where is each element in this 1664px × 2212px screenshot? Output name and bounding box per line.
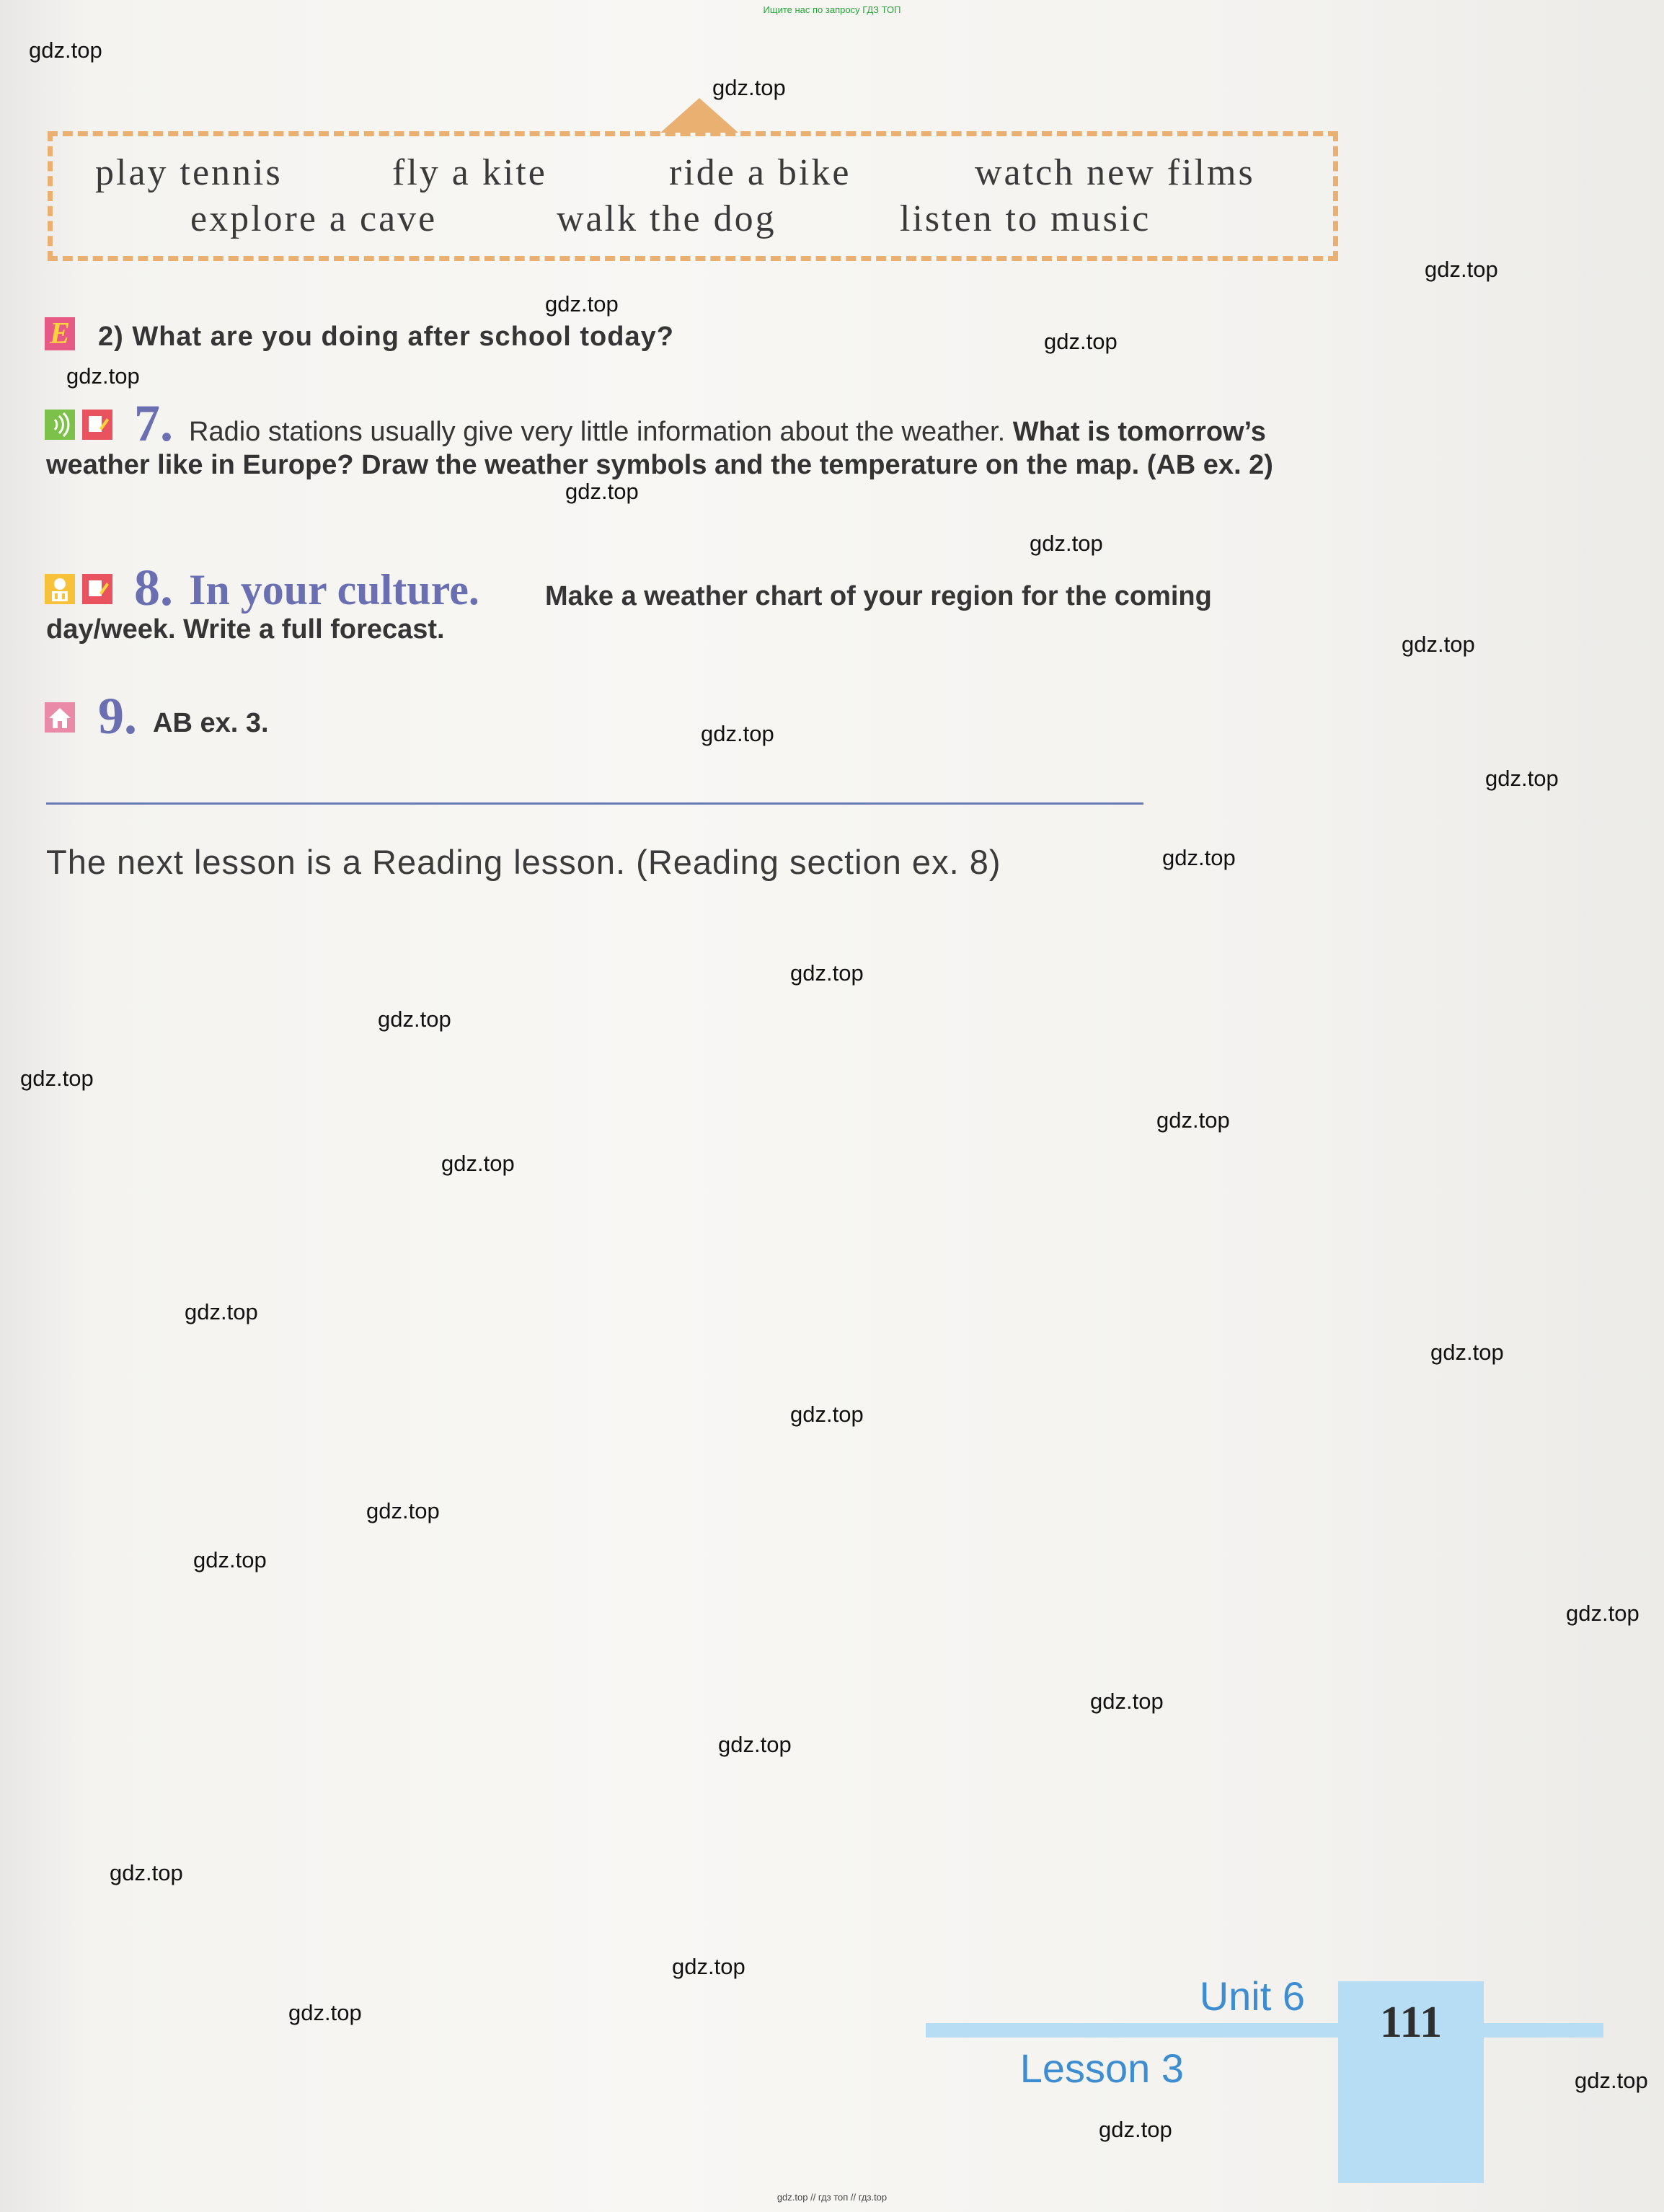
exercise-9-number: 9. [98,687,137,745]
exercise-7-text [46,415,1340,482]
watermark: gdz.top [1402,632,1475,657]
watermark: gdz.top [1425,257,1498,282]
watermark: gdz.top [545,291,619,317]
unit-label: Unit 6 [1199,1973,1305,2019]
exercise-8-task: Make a weather chart of your region for the coming day/week. Write a full forecast. [46,581,1212,645]
word-ride-a-bike: ride a bike [669,152,851,193]
watermark: gdz.top [366,1498,440,1523]
word-listen-to-music: listen to music [900,198,1151,239]
watermark: gdz.top [712,75,786,100]
exercise-8-text [46,580,1340,646]
watermark: gdz.top [718,1732,792,1757]
watermark: gdz.top [288,2000,362,2025]
watermark: gdz.top [378,1007,451,1032]
footer-band [926,2023,1603,2038]
exercise-8-title: In your culture. [189,566,479,614]
page-number: 111 [1379,1998,1443,2047]
word-walk-the-dog: walk the dog [557,198,776,239]
header-note: Ищите нас по запросу ГДЗ ТОП [763,4,901,15]
word-explore-a-cave: explore a cave [190,198,438,239]
exercise-7-task: What is tomorrow’s weather like in Europe? Draw the weather symbols and the temperature on the map. (AB ex. 2) [46,417,1273,480]
watermark: gdz.top [193,1547,267,1572]
divider-line [46,802,1143,805]
footer-note: gdz.top // гдз топ // гдз.top [776,2192,888,2203]
watermark: gdz.top [66,363,140,389]
watermark: gdz.top [1566,1601,1639,1626]
watermark: gdz.top [1030,531,1103,556]
extension-task-icon: E [45,317,75,350]
exercise-8-number: 8. [134,559,173,616]
watermark: gdz.top [20,1066,94,1091]
watermark: gdz.top [790,1402,864,1427]
watermark: gdz.top [1099,2117,1172,2142]
watermark: gdz.top [441,1151,515,1176]
watermark: gdz.top [1485,766,1559,791]
watermark: gdz.top [790,960,864,986]
exercise-7-number: 7. [134,394,173,452]
task-e-question: 2) What are you doing after school today? [98,322,674,352]
watermark: gdz.top [1156,1107,1230,1133]
lesson-label: Lesson 3 [1019,2045,1184,2091]
exercise-9-text: AB ex. 3. [153,708,269,738]
word-watch-new-films: watch new films [975,152,1255,193]
watermark: gdz.top [1162,845,1236,870]
next-lesson-note: The next lesson is a Reading lesson. (Reading section ex. 8) [46,843,1001,881]
watermark: gdz.top [565,479,639,504]
watermark: gdz.top [1044,329,1118,354]
watermark: gdz.top [1575,2068,1648,2093]
word-box [48,131,1338,261]
word-play-tennis: play tennis [95,152,283,193]
home-icon [45,702,75,733]
exercise-7-intro: Radio stations usually give very little information about the weather. [189,417,1013,447]
watermark: gdz.top [185,1299,258,1324]
watermark: gdz.top [672,1954,745,1979]
watermark: gdz.top [1430,1340,1504,1365]
watermark: gdz.top [29,37,102,63]
word-box-pointer [660,98,738,133]
word-fly-a-kite: fly a kite [392,152,547,193]
watermark: gdz.top [701,721,774,746]
watermark: gdz.top [1090,1689,1164,1714]
watermark: gdz.top [110,1860,183,1885]
